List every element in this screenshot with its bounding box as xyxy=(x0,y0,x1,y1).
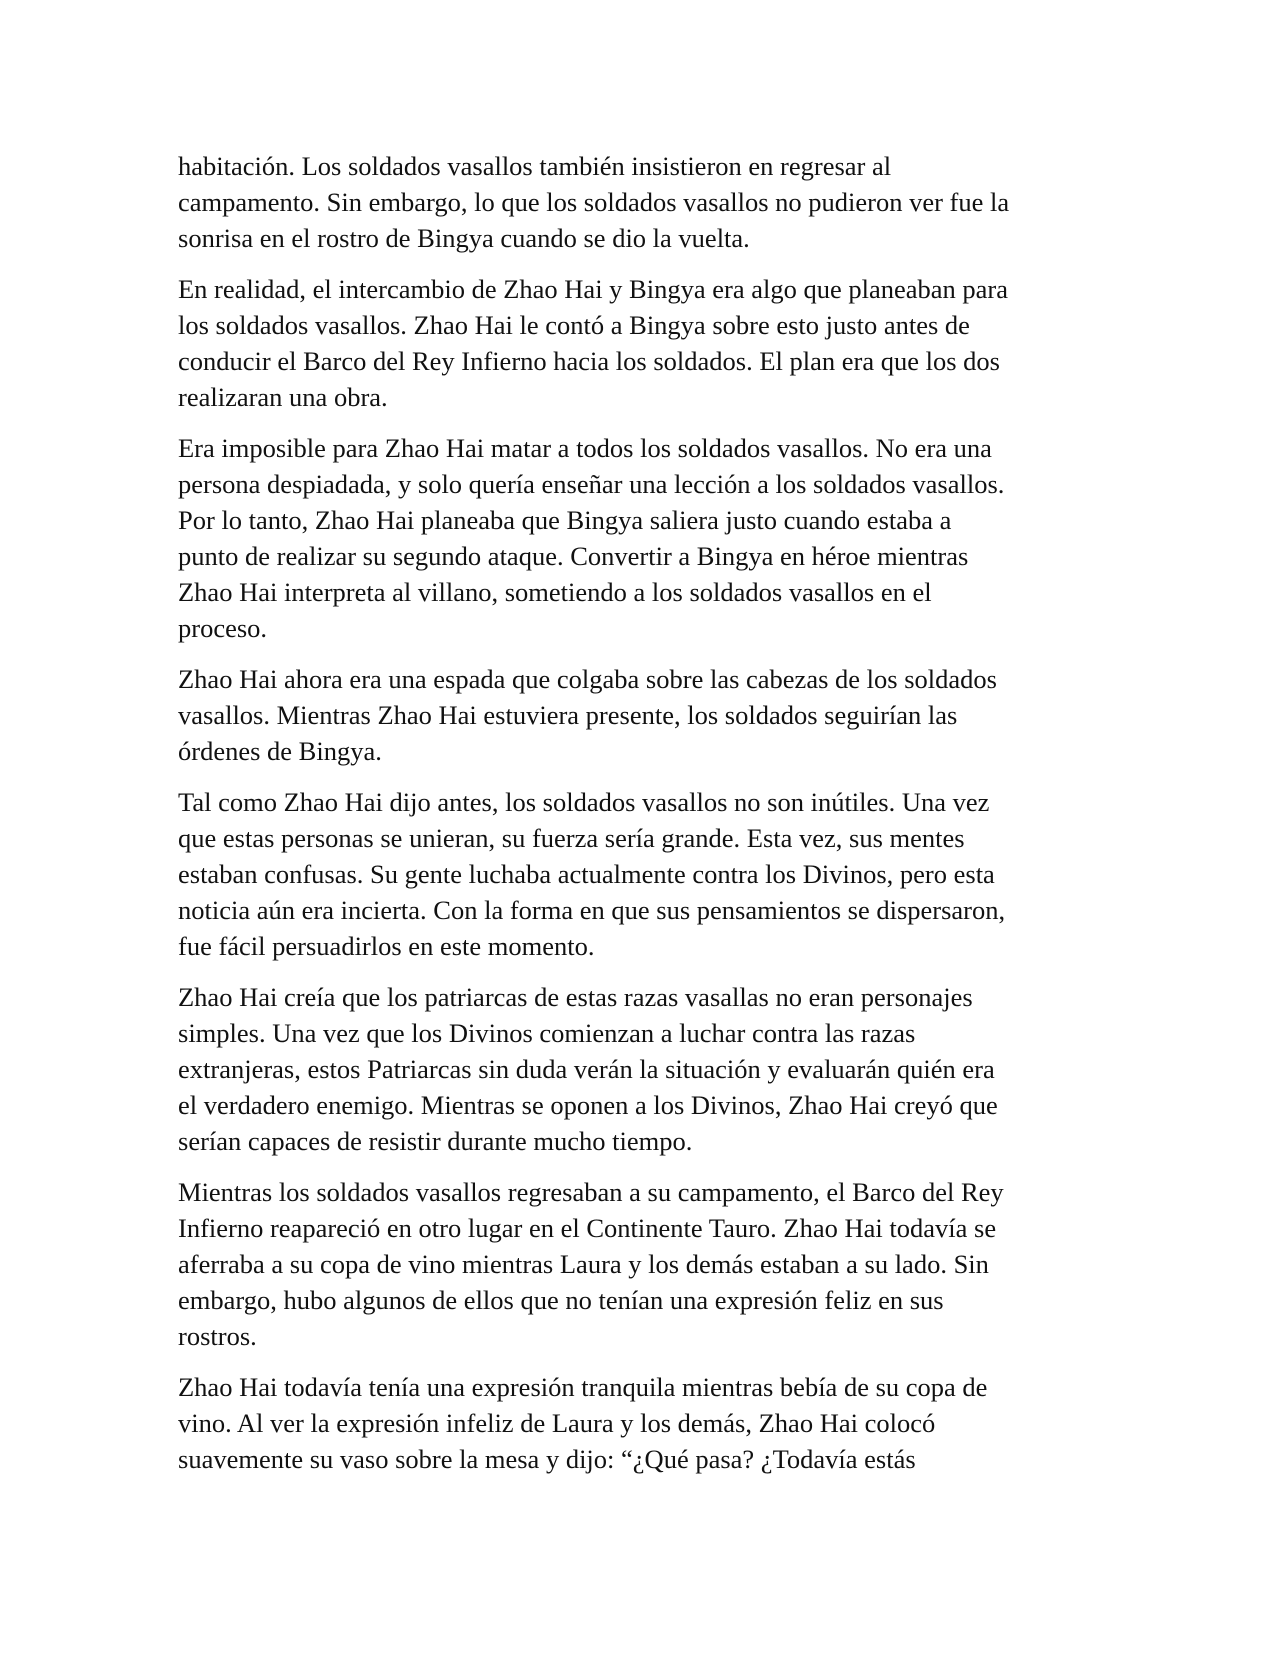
text-column xyxy=(178,148,1108,1492)
text-line: vino. Al ver la expresión infeliz de Laura y los demás, Zhao Hai colocó xyxy=(178,1408,936,1438)
text-line: Zhao Hai interpreta al villano, sometiendo a los soldados vasallos en el xyxy=(178,577,932,607)
text-line: simples. Una vez que los Divinos comienzan a luchar contra las razas xyxy=(178,1018,916,1048)
text-line: proceso. xyxy=(178,613,268,643)
text-line: el verdadero enemigo. Mientras se oponen a los Divinos, Zhao Hai creyó que xyxy=(178,1090,998,1120)
text-line: aferraba a su copa de vino mientras Laura y los demás estaban a su lado. Sin xyxy=(178,1249,989,1279)
text-line: noticia aún era incierta. Con la forma en que sus pensamientos se dispersaron, xyxy=(178,895,1006,925)
text-line: extranjeras, estos Patriarcas sin duda verán la situación y evaluarán quién era xyxy=(178,1054,995,1084)
text-line: fue fácil persuadirlos en este momento. xyxy=(178,931,595,961)
text-line: Zhao Hai todavía tenía una expresión tranquila mientras bebía de su copa de xyxy=(178,1372,988,1402)
text-line: persona despiadada, y solo quería enseñar una lección a los soldados vasallos. xyxy=(178,469,1005,499)
text-line: habitación. Los soldados vasallos también insistieron en regresar al xyxy=(178,151,892,181)
text-line: realizaran una obra. xyxy=(178,382,388,412)
paragraph-7 xyxy=(178,1174,1108,1354)
paragraph-2 xyxy=(178,271,1108,415)
text-line: Por lo tanto, Zhao Hai planeaba que Bingya saliera justo cuando estaba a xyxy=(178,505,952,535)
text-line: embargo, hubo algunos de ellos que no tenían una expresión feliz en sus xyxy=(178,1285,944,1315)
text-line: serían capaces de resistir durante mucho tiempo. xyxy=(178,1126,693,1156)
text-line: En realidad, el intercambio de Zhao Hai y Bingya era algo que planeaban para xyxy=(178,274,1008,304)
text-line: estaban confusas. Su gente luchaba actualmente contra los Divinos, pero esta xyxy=(178,859,995,889)
text-line: punto de realizar su segundo ataque. Convertir a Bingya en héroe mientras xyxy=(178,541,969,571)
text-line: sonrisa en el rostro de Bingya cuando se dio la vuelta. xyxy=(178,223,750,253)
text-line: rostros. xyxy=(178,1321,257,1351)
paragraph-3 xyxy=(178,430,1108,646)
text-line: suavemente su vaso sobre la mesa y dijo: “¿Qué pasa? ¿Todavía estás xyxy=(178,1444,916,1474)
paragraph-4 xyxy=(178,661,1108,769)
paragraph-1 xyxy=(178,148,1108,256)
text-line: órdenes de Bingya. xyxy=(178,736,382,766)
text-line: campamento. Sin embargo, lo que los soldados vasallos no pudieron ver fue la xyxy=(178,187,1010,217)
text-line: Zhao Hai creía que los patriarcas de estas razas vasallas no eran personajes xyxy=(178,982,973,1012)
text-line: Infierno reapareció en otro lugar en el Continente Tauro. Zhao Hai todavía se xyxy=(178,1213,997,1243)
text-line: que estas personas se unieran, su fuerza sería grande. Esta vez, sus mentes xyxy=(178,823,965,853)
text-line: vasallos. Mientras Zhao Hai estuviera presente, los soldados seguirían las xyxy=(178,700,958,730)
text-line: Era imposible para Zhao Hai matar a todos los soldados vasallos. No era una xyxy=(178,433,992,463)
text-line: Mientras los soldados vasallos regresaban a su campamento, el Barco del Rey xyxy=(178,1177,1004,1207)
paragraph-8 xyxy=(178,1369,1108,1477)
text-line: Zhao Hai ahora era una espada que colgaba sobre las cabezas de los soldados xyxy=(178,664,997,694)
text-line: Tal como Zhao Hai dijo antes, los soldados vasallos no son inútiles. Una vez xyxy=(178,787,990,817)
text-line: conducir el Barco del Rey Infierno hacia los soldados. El plan era que los dos xyxy=(178,346,1000,376)
paragraph-6 xyxy=(178,979,1108,1159)
paragraph-5 xyxy=(178,784,1108,964)
text-line: los soldados vasallos. Zhao Hai le contó a Bingya sobre esto justo antes de xyxy=(178,310,970,340)
